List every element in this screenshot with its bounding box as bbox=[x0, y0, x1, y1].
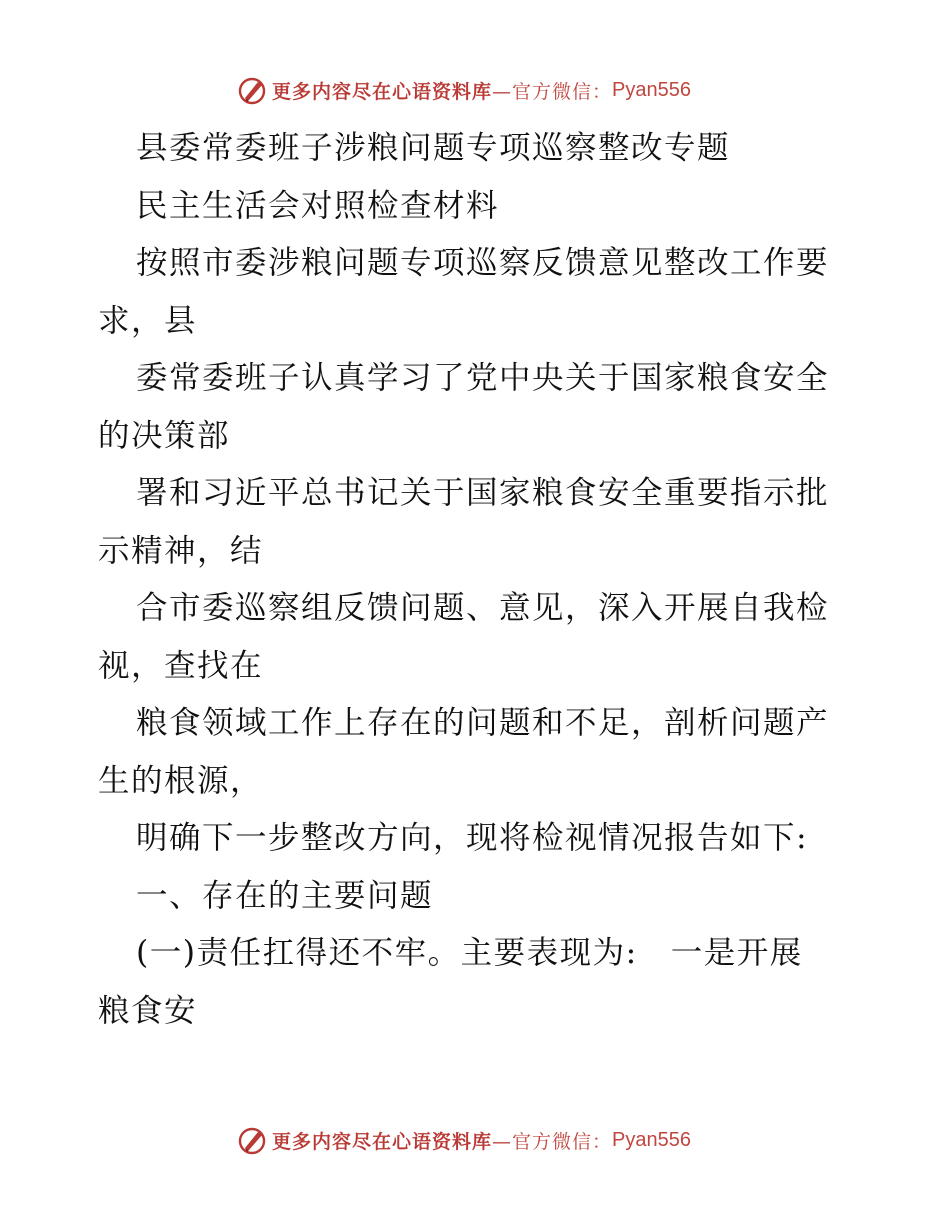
pen-circle-logo-icon bbox=[236, 74, 268, 106]
document-line: (一)责任扛得还不牢。主要表现为: 一是开展 bbox=[136, 935, 803, 971]
document-line: 民主生活会对照检查材料 bbox=[136, 187, 500, 224]
document-line: 一、存在的主要问题 bbox=[136, 877, 434, 914]
watermark-footer bbox=[236, 1123, 691, 1157]
document-line: 的决策部 bbox=[98, 417, 231, 454]
document-line: 粮食领域工作上存在的问题和不足，剖析问题产 bbox=[136, 705, 830, 741]
document-line: 求，县 bbox=[98, 302, 198, 339]
watermark-separator: —官方微信： bbox=[492, 1130, 613, 1153]
watermark-header bbox=[236, 73, 691, 107]
watermark-wechat-id: Pyan556 bbox=[612, 78, 691, 101]
document-line: 视，查找在 bbox=[98, 647, 264, 684]
watermark-brand: 更多内容尽在心语资料库 bbox=[272, 1130, 493, 1153]
document-line: 生的根源， bbox=[98, 762, 264, 799]
document-line: 明确下一步整改方向，现将检视情况报告如下: bbox=[136, 820, 809, 856]
watermark-brand: 更多内容尽在心语资料库 bbox=[272, 80, 493, 103]
document-line: 示精神，结 bbox=[98, 532, 264, 569]
document-line: 按照市委涉粮问题专项巡察反馈意见整改工作要 bbox=[136, 245, 830, 281]
document-body bbox=[98, 120, 858, 1040]
watermark-wechat-id: Pyan556 bbox=[612, 1128, 691, 1151]
pen-circle-logo-icon bbox=[236, 1124, 268, 1156]
document-line: 县委常委班子涉粮问题专项巡察整改专题 bbox=[136, 130, 731, 166]
document-line: 委常委班子认真学习了党中央关于国家粮食安全 bbox=[136, 360, 830, 396]
document-line: 粮食安 bbox=[98, 992, 198, 1029]
document-line: 合市委巡察组反馈问题、意见，深入开展自我检 bbox=[136, 590, 830, 626]
document-line: 署和习近平总书记关于国家粮食安全重要指示批 bbox=[136, 475, 830, 511]
watermark-separator: —官方微信： bbox=[492, 80, 613, 103]
